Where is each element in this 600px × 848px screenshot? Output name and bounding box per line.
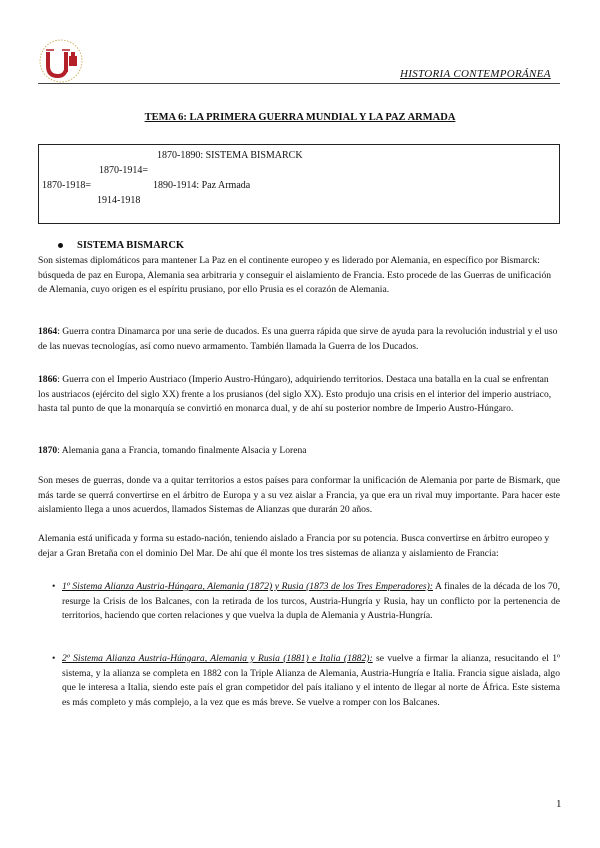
paragraph-1866: 1866: Guerra con el Imperio Austriaco (Imperio Austro-Húngaro), adquiriendo territorios. Destaca una batalla en la cual se enfrentan los austriacos (ejército del siglo XX) frente a los prusianos (del siglo XX). Esto produjo una crisis en el interior del imperio austriaco, hasta tal punto de que la monarquía se convirtió en monarca dual, y de ahí su posterior nombre de Imperio Austro-Húngaro. <box>38 374 552 414</box>
list-item: • 2º Sistema Alianza Austria-Húngara, Alemania y Rusia (1881) e Italia (1882): se vuelve a firmar la alianza, resucitando el 1º sistema, y la alianza se completa en 1882 con la Triple Alianza de Alemania, Austria-Hungría e Italia. Francia sigue aislada, algo que le interesa a Italia, siendo este país el gran competidor del país italiano y el intento de llegar al norte de África. Este sistema es más completo y más complejo, a la vez que es más breve. Se vuelve a romper con los Balcanes. <box>52 653 560 708</box>
paragraph-1864: 1864: Guerra contra Dinamarca por una serie de ducados. Es una guerra rápida que sirve de ayuda para la revolución industrial y el uso de las nuevas tecnologías, así como nuevo armamento. También llamada la Guerra de los Ducados. <box>38 326 558 352</box>
intro-paragraph: Son sistemas diplomáticos para mantener La Paz en el continente europeo y es liderado por Alemania, en específico por Bismarck: búsqueda de paz en Europa, Alemania sea arbitraria y conseguir el aislamiento de Francia. Esto procede de las Guerras de unificación de Alemania, cuyo origen es el espíritu prusiano, por ello Prusia es el corazón de Alemania. <box>38 255 552 295</box>
year-1866: 1866 <box>38 374 58 385</box>
section-heading: SISTEMA BISMARCK <box>38 240 184 251</box>
scheme-period-full: 1870-1918= <box>42 180 91 191</box>
list-item: • 1º Sistema Alianza Austria-Húngara, Alemania (1872) y Rusia (1873 de los Tres Emperadores): A finales de la década de los 70, resurge la Crisis de los Balcanes, con la retirada de los turcos, Austria-Hungría y Rusia, hay un conflicto por la pertenencia de territorios, haciendo que corten relaciones y que vuelva la dupla de Alemania y Austria-Hungría. <box>52 581 560 621</box>
paragraph-1870: 1870: Alemania gana a Francia, tomando finalmente Alsacia y Lorena <box>38 445 307 456</box>
document-title: TEMA 6: LA PRIMERA GUERRA MUNDIAL Y LA PAZ ARMADA <box>144 112 456 123</box>
bullet-icon: • <box>52 581 56 592</box>
year-1870: 1870 <box>38 445 58 456</box>
scheme-period-a: 1870-1914= <box>99 165 148 176</box>
timeline-box <box>38 144 560 224</box>
alliance-2-title: 2º Sistema Alianza Austria-Húngara, Alemania y Rusia (1881) e Italia (1882): <box>62 653 373 664</box>
university-logo <box>38 38 84 84</box>
bullet-icon <box>58 243 63 248</box>
bullet-icon: • <box>52 653 56 664</box>
alliance-1-title: 1º Sistema Alianza Austria-Húngara, Alemania (1872) y Rusia (1873 de los Tres Emperadores): <box>62 581 433 592</box>
page-number: 1 <box>556 798 562 810</box>
year-1864: 1864 <box>38 326 58 337</box>
paragraph-guerras: Son meses de guerras, donde va a quitar territorios a estos países para conformar la unificación de Alemania por parte de Bismark, que más tarde se querrá convertirse en el árbitro de Europa y a su vez aislar a Francia, ya que era un rival muy importante. Para hacer este aislamiento llega a unos acuerdos, llamados Sistemas de Alianzas que durarán 20 años. <box>38 475 560 515</box>
header-rule <box>38 83 560 84</box>
paragraph-alemania: Alemania está unificada y forma su estado-nación, teniendo aislado a Francia por su potencia. Busca convertirse en árbitro europeo y dejar a Gran Bretaña con el dominio Del Mar. De ahí que él monte los tres sistemas de alianza y aislamiento de Francia: <box>38 533 550 559</box>
scheme-bismarck: 1870-1890: SISTEMA BISMARCK <box>157 150 303 161</box>
scheme-war: 1914-1918 <box>97 195 141 206</box>
scheme-paz-armada: 1890-1914: Paz Armada <box>153 180 251 191</box>
course-title: HISTORIA CONTEMPORÁNEA <box>400 68 551 80</box>
